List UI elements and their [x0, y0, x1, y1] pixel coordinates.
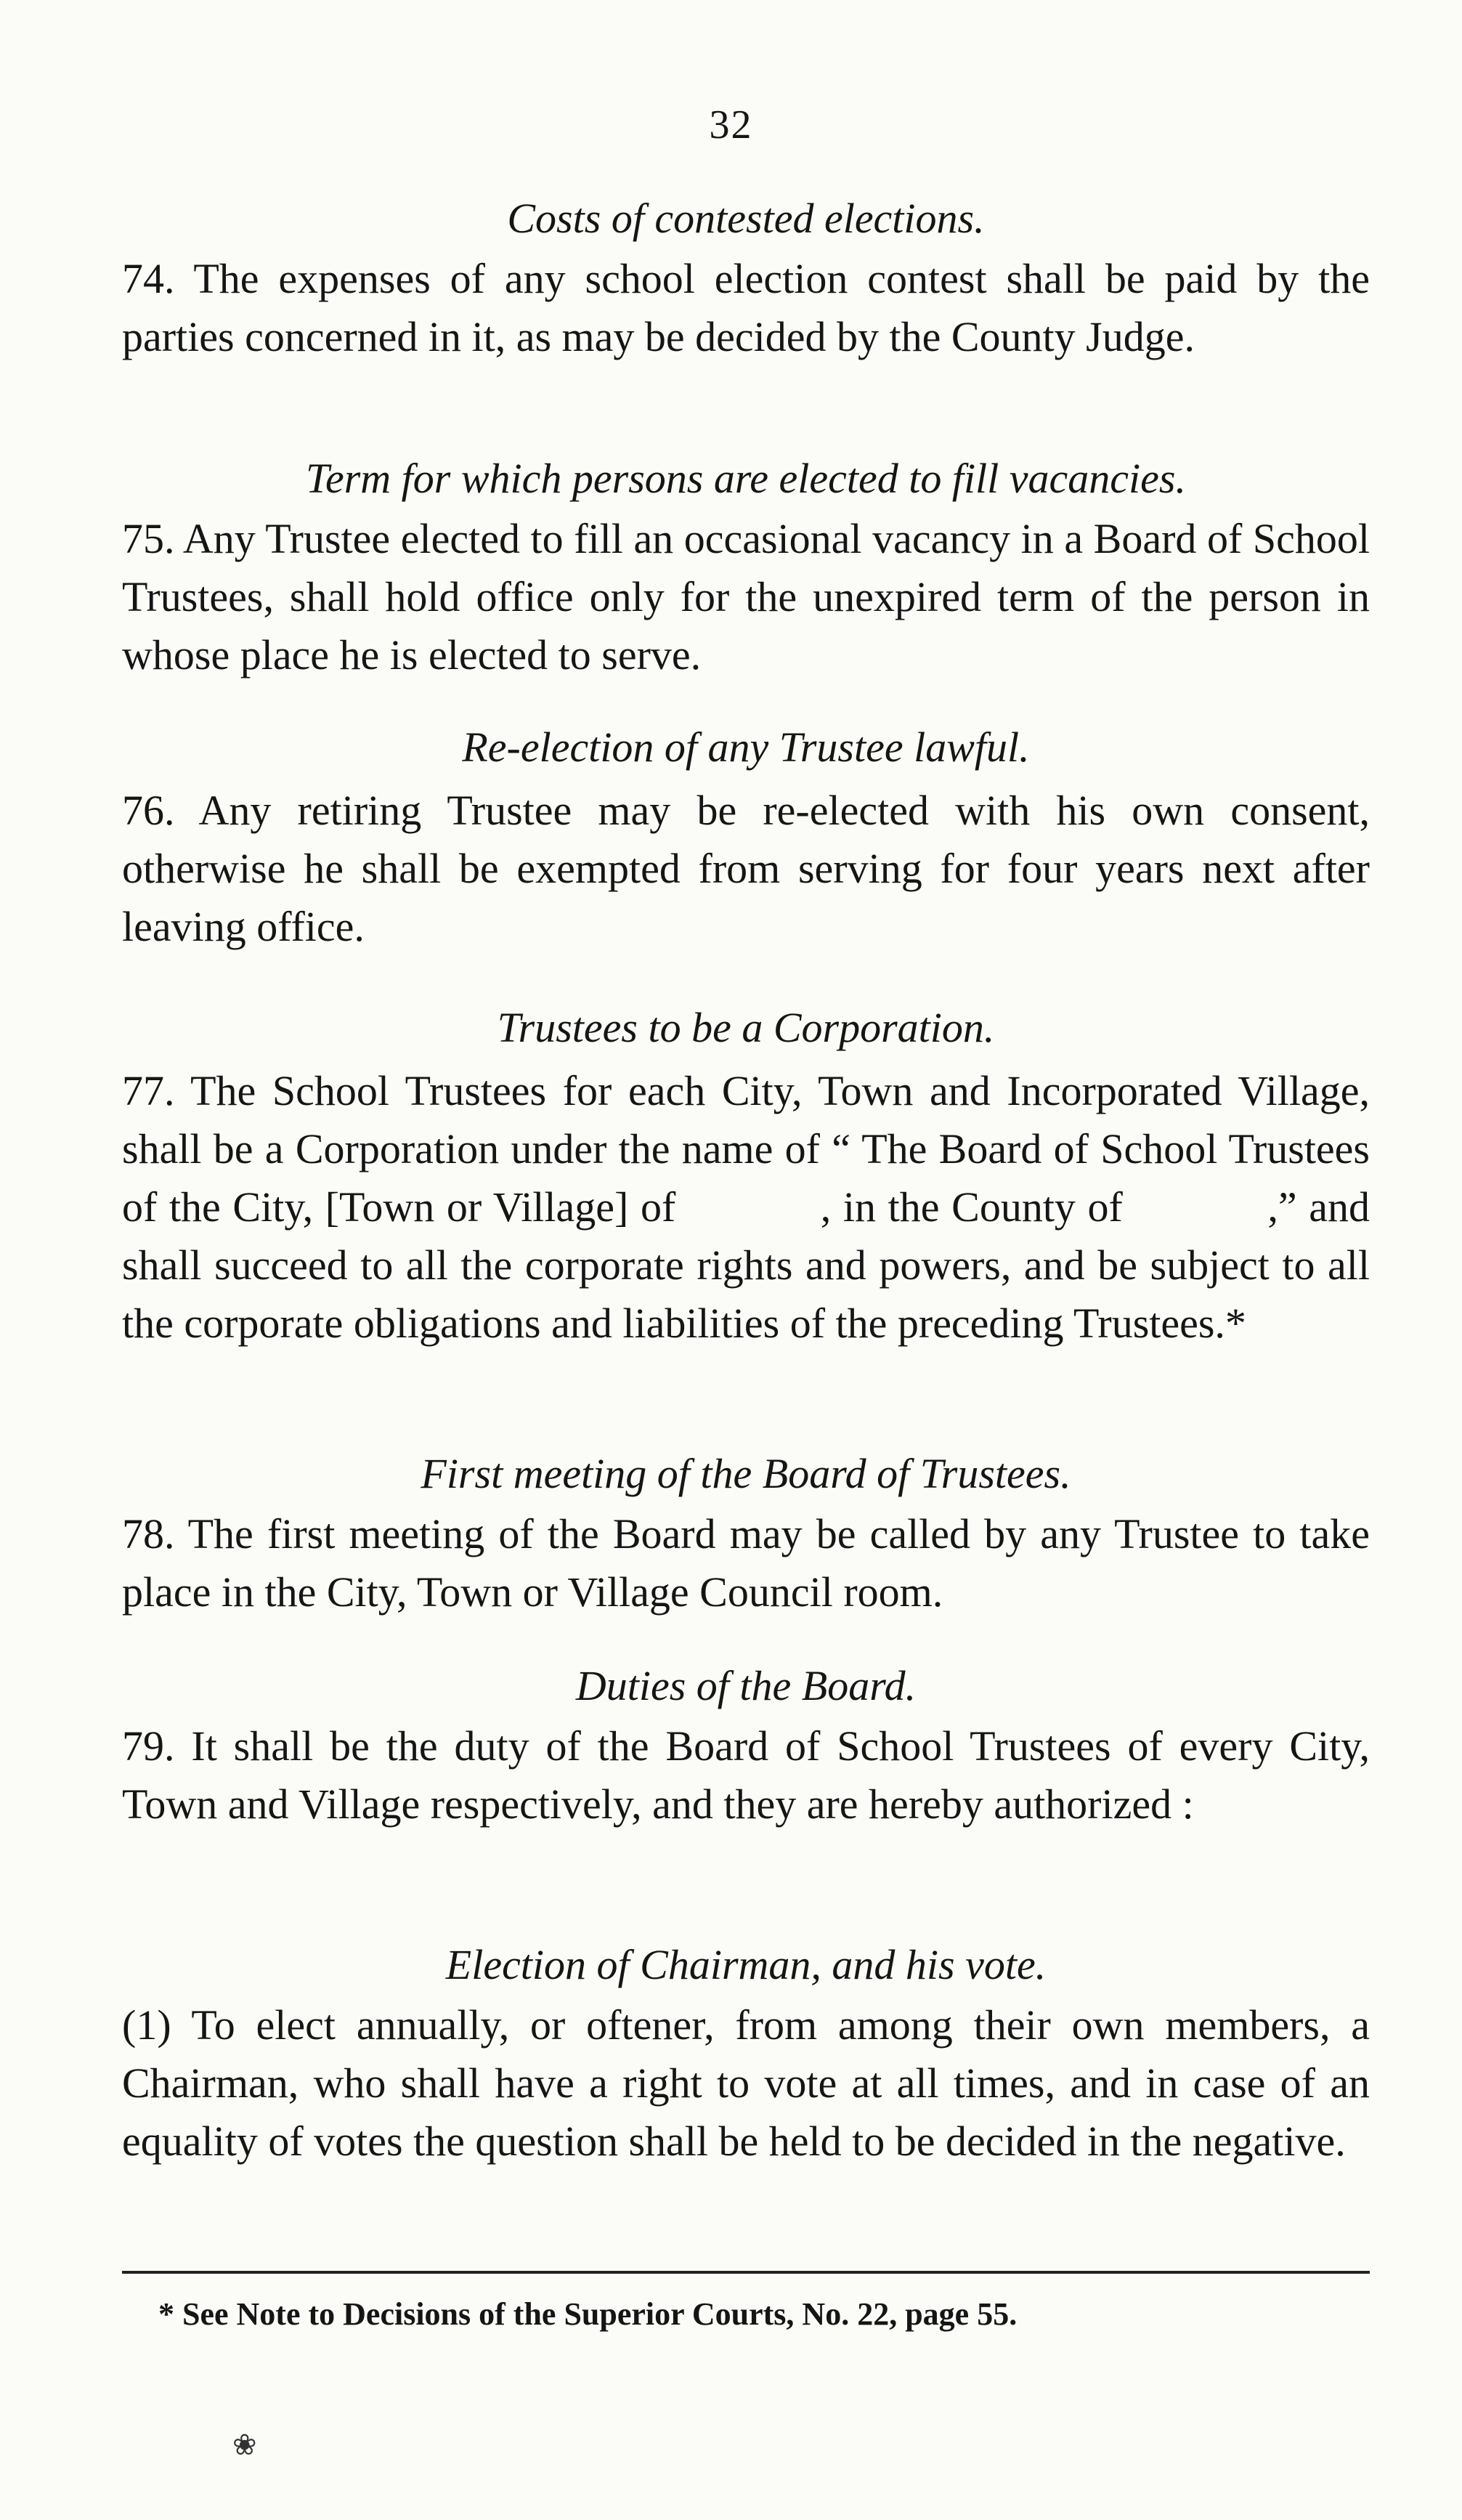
section-heading: Costs of contested elections.: [507, 195, 985, 242]
section-paragraph: 78. The first meeting of the Board may be called by any Trustee to take place in the City, Town or Village Council room.: [122, 1510, 1370, 1616]
section-paragraph: (1) To elect annually, or oftener, from among their own members, a Chairman, who shall have a right to vote at all times, and in case of an equality of votes the question shall be held to be decided in the negative.: [122, 2001, 1370, 2165]
page-number: 32: [709, 102, 753, 147]
section-heading: Trustees to be a Corporation.: [497, 1004, 995, 1051]
section-paragraph: 76. Any retiring Trustee may be re-elected with his own consent, otherwise he shall be exempted from serving for four years next after leaving office.: [122, 787, 1370, 950]
section-heading: Term for which persons are elected to fill vacancies.: [306, 455, 1186, 502]
section-paragraph: 77. The School Trustees for each City, Town and Incorporated Village, shall be a Corporation under the name of “ The Board of School Trustees of the City, [Town or Village] of , in the County of ,” and shall succeed to all the corporate rights and powers, and be subject to all the corporate obligations and liabilities of the preceding Trustees.*: [122, 1067, 1381, 1347]
printer-ornament-icon: ❀: [232, 2428, 257, 2461]
footnote-divider: [122, 2271, 1370, 2274]
section-78: [122, 1446, 1370, 1621]
footnote: * See Note to Decisions of the Superior Courts, No. 22, page 55.: [158, 2296, 1018, 2332]
section-paragraph: 79. It shall be the duty of the Board of School Trustees of every City, Town and Village respectively, and they are hereby authorized :: [122, 1722, 1370, 1828]
section-heading: Election of Chairman, and his vote.: [445, 1941, 1047, 1988]
section-heading: Duties of the Board.: [575, 1662, 917, 1709]
section-79-1: [122, 1937, 1370, 2171]
section-77: [122, 1000, 1381, 1353]
section-76: [122, 719, 1370, 956]
section-paragraph: 75. Any Trustee elected to fill an occasional vacancy in a Board of School Trustees, shall hold office only for the unexpired term of the person in whose place he is elected to serve.: [122, 515, 1370, 678]
section-75: [122, 450, 1370, 684]
section-paragraph: 74. The expenses of any school election contest shall be paid by the parties concerned in it, as may be decided by the County Judge.: [122, 255, 1370, 360]
section-heading: First meeting of the Board of Trustees.: [421, 1450, 1071, 1497]
section-heading: Re-election of any Trustee lawful.: [462, 724, 1030, 771]
section-74: [122, 190, 1370, 366]
section-79: [122, 1658, 1370, 1834]
